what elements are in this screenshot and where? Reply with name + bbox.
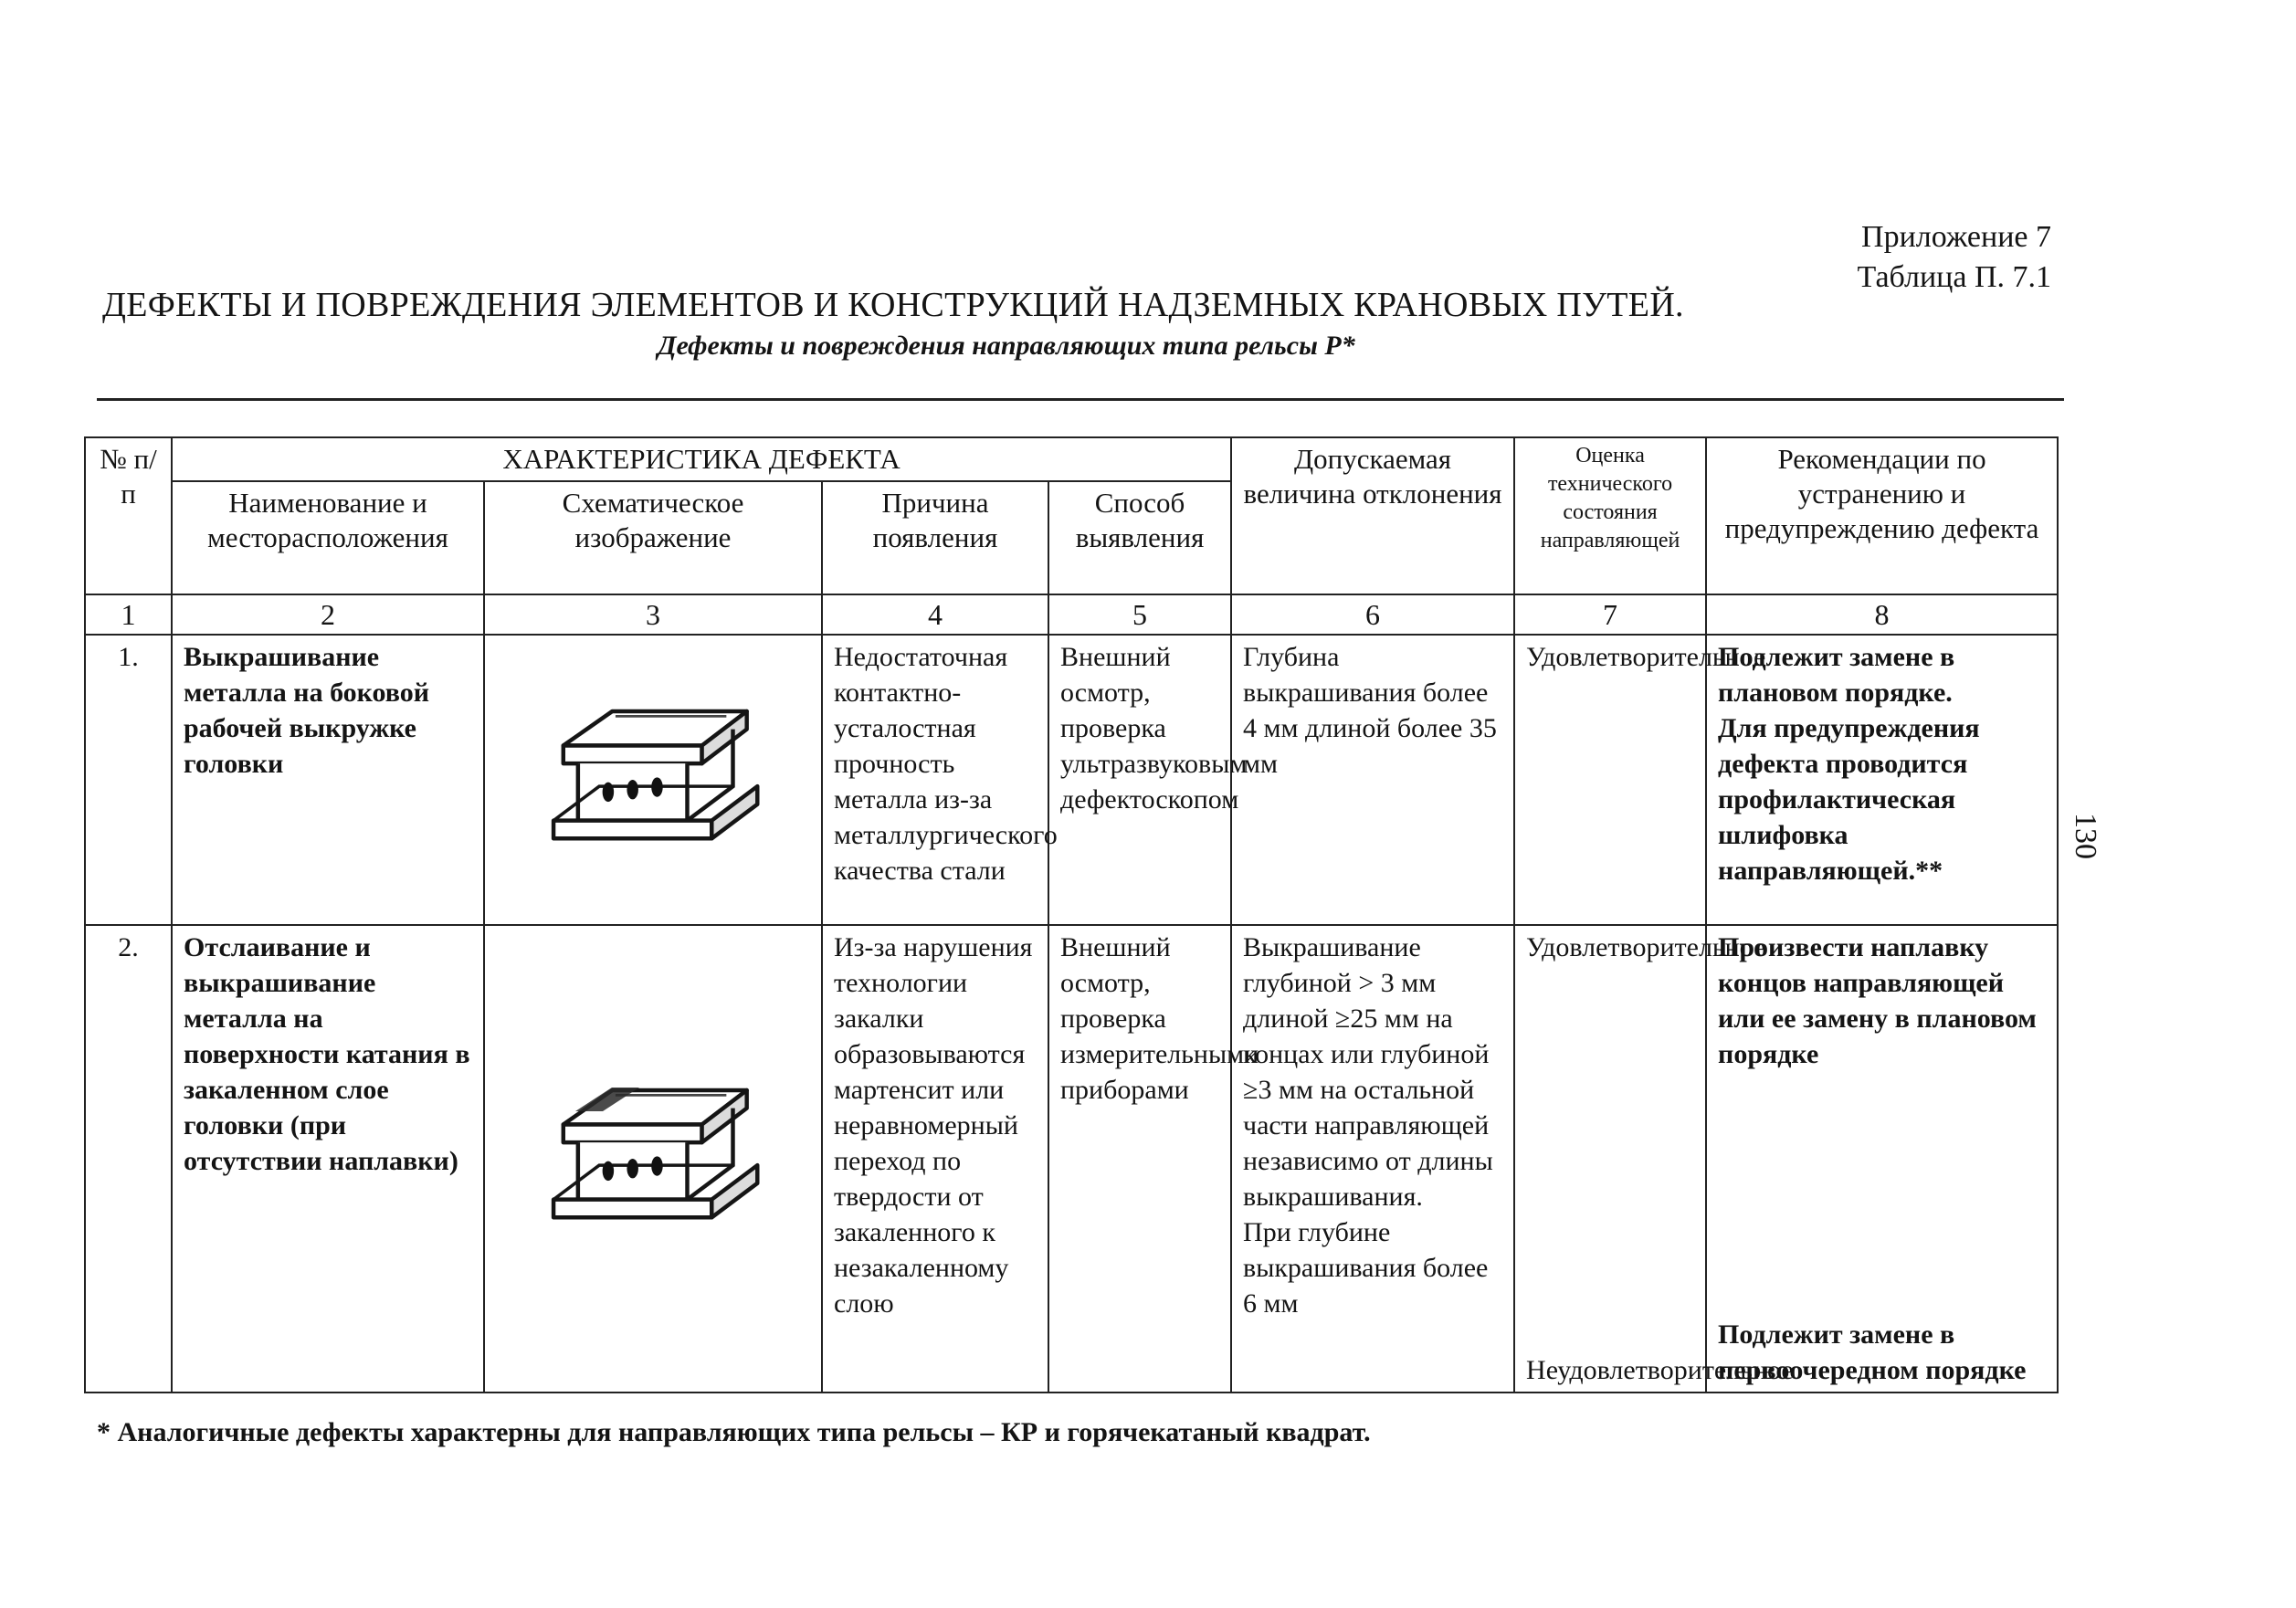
recommendation: Произвести наплавку концов направляющей или ее замену в плановом порядке: [1718, 932, 2037, 1069]
header-group: ХАРАКТЕРИСТИКА ДЕФЕКТА: [172, 437, 1231, 481]
rail-scheme-cell: [484, 925, 822, 1393]
rail-defect-1-image: [539, 698, 767, 862]
column-number-row: [85, 594, 2058, 635]
header-name: Наименование и месторасположения: [172, 481, 484, 594]
rail-scheme-cell: [484, 635, 822, 925]
header-scheme: Схематическое изображение: [484, 481, 822, 594]
row-number: 2.: [85, 925, 172, 1393]
allowed-deviation: Выкрашивание глубиной > 3 мм длиной ≥25 мм на концах или глубиной ≥3 мм на остальной части направляющей независимо от длины выкрашивания.: [1243, 932, 1493, 1212]
technical-assessment: Удовлетворительное: [1526, 932, 1766, 962]
technical-assessment-cell: [1514, 925, 1794, 1393]
header-assessment: Оценка технического состояния направляющей: [1514, 437, 1706, 594]
page-number: 130: [2069, 813, 2102, 859]
defect-name: Отслаивание и выкрашивание металла на поверхности катания в закаленном слое головки (при отсутствии наплавки): [172, 925, 484, 1393]
rail-defect-2-image: [539, 1067, 767, 1250]
allowed-deviation: Глубина выкрашивания более 4 мм длиной более 35 мм: [1231, 635, 1514, 925]
defect-cause: Недостаточная контактно-усталостная прочность металла из-за металлургического качества стали: [822, 635, 1048, 925]
technical-assessment-critical: Неудовлетворительное: [1526, 1355, 1794, 1385]
column-number: 3: [484, 594, 822, 635]
footnote: * Аналогичные дефекты характерны для направляющих типа рельсы – КР и горячекатаный квадрат.: [97, 1417, 1371, 1447]
recommendation-note: Для предупреждения дефекта проводится профилактическая шлифовка направляющей.**: [1718, 713, 1980, 886]
recommendation: Подлежит замене в плановом порядке.: [1718, 642, 1955, 708]
row-number: 1.: [85, 635, 172, 925]
column-number: 1: [85, 594, 172, 635]
defect-cause: Из-за нарушения технологии закалки образовываются мартенсит или неравномерный переход по твердости от закаленного к незакаленному слою: [822, 925, 1048, 1393]
detection-method: Внешний осмотр, проверка ультразвуковым дефектоскопом: [1048, 635, 1231, 925]
recommendation-cell: [1706, 925, 2058, 1393]
column-number: 6: [1231, 594, 1514, 635]
table-header-row: [85, 437, 2058, 481]
recommendation-cell: [1706, 635, 2058, 925]
header-recommendation: Рекомендации по устранению и предупреждению дефекта: [1706, 437, 2058, 594]
defect-name: Выкрашивание металла на боковой рабочей выкружке головки: [172, 635, 484, 925]
recommendation-critical: Подлежит замене в первоочередном порядке: [1718, 1319, 2027, 1385]
allowed-deviation-cell: [1231, 925, 1514, 1393]
table-row-2: [85, 925, 2058, 1393]
allowed-deviation-critical: При глубине выкрашивания более 6 мм: [1243, 1217, 1489, 1319]
column-number: 8: [1706, 594, 2058, 635]
technical-assessment: Удовлетворительное: [1514, 635, 1706, 925]
table-number-label: Таблица П. 7.1: [1857, 260, 2051, 294]
title-divider: [97, 398, 2064, 401]
header-deviation: Допускаемая величина отклонения: [1231, 437, 1514, 594]
column-number: 5: [1048, 594, 1231, 635]
document-title: ДЕФЕКТЫ И ПОВРЕЖДЕНИЯ ЭЛЕМЕНТОВ И КОНСТРУКЦИЙ НАДЗЕМНЫХ КРАНОВЫХ ПУТЕЙ.: [102, 286, 1684, 324]
column-number: 2: [172, 594, 484, 635]
header-cause: Причина появления: [822, 481, 1048, 594]
appendix-label-block: [1858, 217, 2051, 298]
defects-table: [84, 436, 2059, 1393]
detection-method: Внешний осмотр, проверка измерительными приборами: [1048, 925, 1231, 1393]
document-subtitle: Дефекты и повреждения направляющих типа рельсы Р*: [658, 331, 1355, 361]
header-method: Способ выявления: [1048, 481, 1231, 594]
column-number: 7: [1514, 594, 1706, 635]
table-row-1: [85, 635, 2058, 925]
column-number: 4: [822, 594, 1048, 635]
appendix-label: Приложение 7: [1861, 220, 2051, 254]
header-num: № п/п: [85, 437, 172, 594]
